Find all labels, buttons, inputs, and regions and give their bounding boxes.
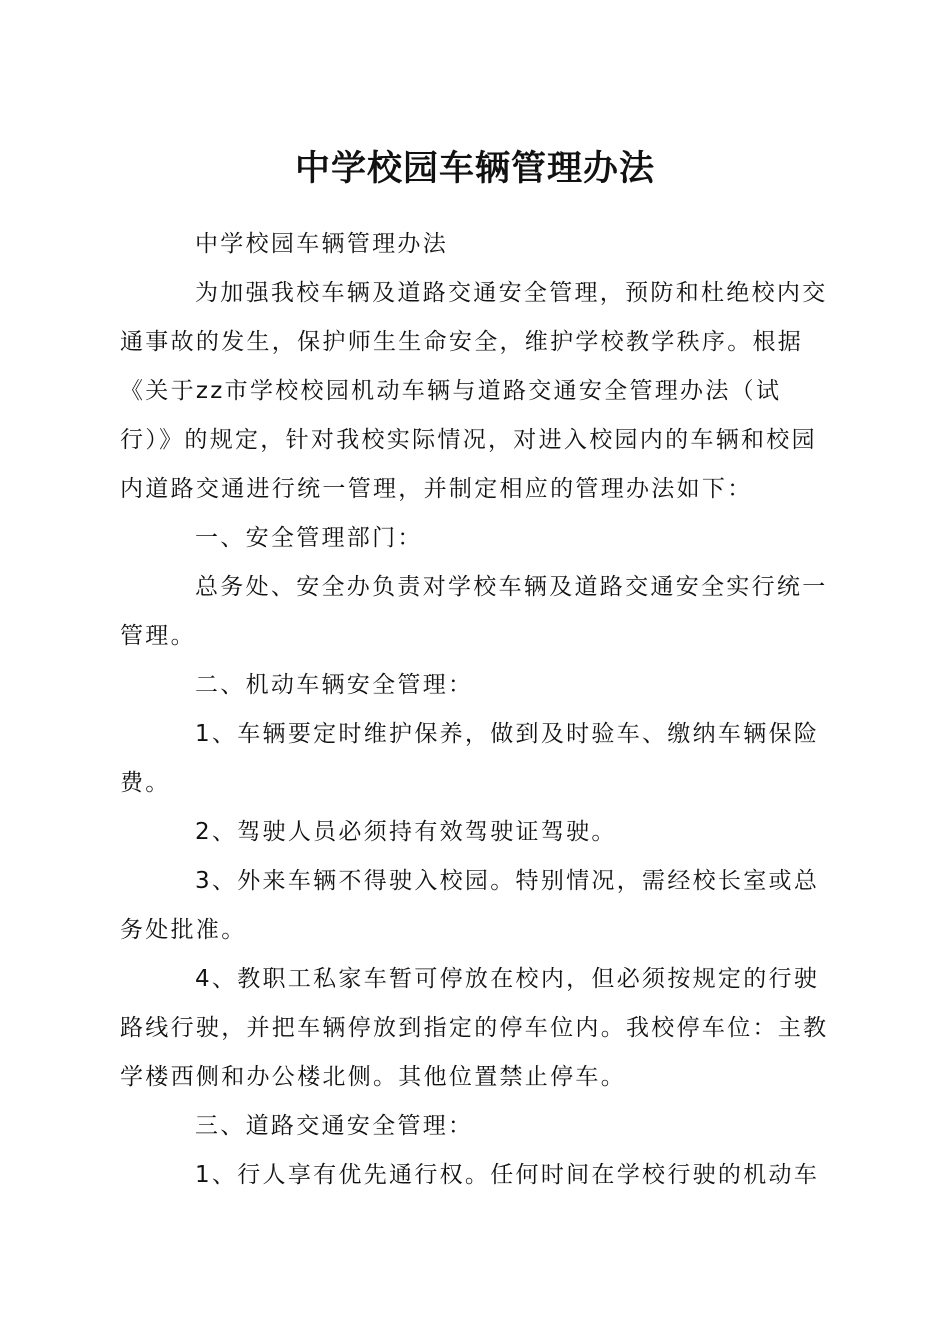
section-2-item-2: 2、驾驶人员必须持有效驾驶证驾驶。 <box>195 819 617 845</box>
section-heading-1: 一、安全管理部门： <box>195 525 423 551</box>
intro-paragraph: 为加强我校车辆及道路交通安全管理，预防和杜绝校内交通事故的发生，保护师生生命安全，维护学校教学秩序。根据《关于zz市学校校园机动车辆与道路交通安全管理办法（试行）》的规定，针对我校实际情况，对进入校园内的车辆和校园内道路交通进行统一管理，并制定相应的管理办法如下： <box>120 280 828 502</box>
section-3-item-1: 1、行人享有优先通行权。任何时间在学校行驶的机动车 <box>195 1162 820 1188</box>
document-title: 中学校园车辆管理办法 <box>294 148 655 189</box>
section-1-paragraph: 总务处、安全办负责对学校车辆及道路交通安全实行统一管理。 <box>120 574 828 649</box>
section-2-item-3: 3、外来车辆不得驶入校园。特别情况，需经校长室或总务处批准。 <box>120 868 820 943</box>
document-body <box>120 220 833 1200</box>
section-heading-3: 三、道路交通安全管理： <box>195 1113 474 1139</box>
section-heading-2: 二、机动车辆安全管理： <box>195 672 474 698</box>
section-2-item-1: 1、车辆要定时维护保养，做到及时验车、缴纳车辆保险费。 <box>120 721 820 796</box>
section-2-item-4: 4、教职工私家车暂可停放在校内，但必须按规定的行驶路线行驶，并把车辆停放到指定的停车位内。我校停车位：主教学楼西侧和办公楼北侧。其他位置禁止停车。 <box>120 966 829 1090</box>
subtitle-paragraph: 中学校园车辆管理办法 <box>195 231 448 257</box>
